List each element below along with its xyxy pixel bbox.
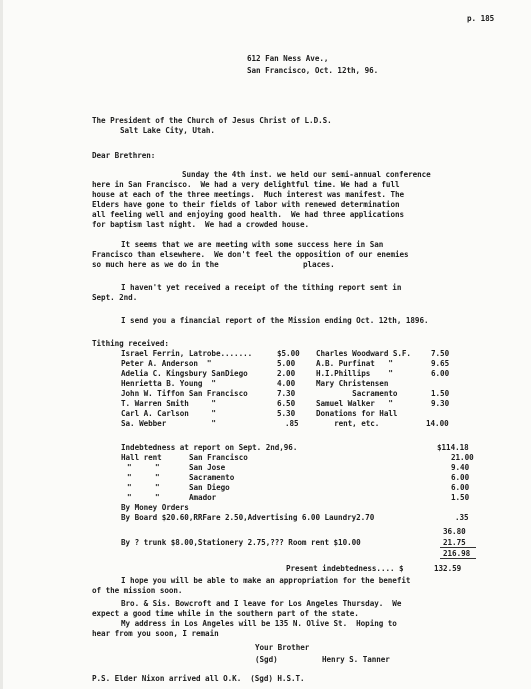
tithing-right-amount-5: 1.50 [431, 389, 450, 398]
tithing-left-amount-2: 5.00 [277, 359, 296, 368]
tithing-right-name-7: Donations for Hall [316, 409, 398, 418]
tithing-right-name-5: Sacramento [316, 389, 398, 398]
scan-edge [0, 0, 3, 689]
p1-line-3: house at each of the three meetings. Much interest was manifest. The [92, 190, 405, 199]
p5-line-1: I hope you will be able to make an appropriation for the benefit [121, 576, 411, 585]
hall-rent-place-1: San Francisco [189, 453, 248, 462]
tithing-left-name-1: Israel Ferrin, Latrobe....... [121, 349, 253, 358]
tithing-left-name-4: Henrietta B. Young " [121, 379, 216, 388]
tithing-heading: Tithing received: [92, 339, 169, 348]
ditto-mark: " [155, 493, 160, 502]
p2-line-3b: places. [303, 260, 335, 269]
p2-line-1: It seems that we are meeting with some success here in San [121, 240, 384, 249]
tithing-left-name-8: Sa. Webber " [121, 419, 216, 428]
board-label: By Board $20.60,RRFare 2.50,Advertising 6.00 Laundry2.70 [121, 513, 375, 522]
indebtedness-reported-label: Indebtedness at report on Sept. 2nd,96. [121, 443, 298, 452]
postscript: P.S. Elder Nixon arrived all O.K. (Sgd) H.S.T. [92, 674, 305, 683]
ditto-mark: " [127, 483, 132, 492]
tithing-right-amount-8: 14.00 [426, 419, 449, 428]
tithing-right-amount-6: 9.30 [431, 399, 450, 408]
board-total: 36.80 [443, 527, 466, 536]
total-amount: 216.98 [443, 549, 471, 558]
tithing-left-amount-5: 7.30 [277, 389, 296, 398]
recipient-line-1: The President of the Church of Jesus Christ of L.D.S. [92, 116, 332, 125]
tithing-right-amount-3: 6.00 [431, 369, 450, 378]
p2-line-2: Francisco than elsewhere. We don't feel the opposition of our enemies [92, 250, 409, 259]
valediction: Your Brother [255, 643, 310, 652]
tithing-left-amount-4: 4.00 [277, 379, 296, 388]
hall-rent-amount-2: 9.40 [451, 463, 470, 472]
trunk-amount: 21.75 [443, 538, 466, 547]
p6-line-2: expect a good time while in the southern part of the state. [92, 609, 359, 618]
hall-rent-place-2: San Jose [189, 463, 226, 472]
p4-line: I send you a financial report of the Mission ending Oct. 12th, 1896. [121, 316, 429, 325]
hall-rent-amount-3: 6.00 [451, 473, 470, 482]
ditto-mark: " [155, 483, 160, 492]
tithing-left-name-3: Adelia C. Kingsbury SanDiego [121, 369, 248, 378]
return-address-street: 612 Fan Ness Ave., [247, 54, 329, 63]
p3-line-2: Sept. 2nd. [92, 293, 138, 302]
return-address-date: San Francisco, Oct. 12th, 96. [247, 66, 379, 75]
p1-line-2: here in San Francisco. We had a very delightful time. We had a full [92, 180, 400, 189]
tithing-right-name-1: Charles Woodward S.F. [316, 349, 411, 358]
tithing-right-amount-1: 7.50 [431, 349, 450, 358]
ditto-mark: " [127, 463, 132, 472]
p2-line-3a: so much here as we do in the [92, 260, 219, 269]
hall-rent-amount-1: 21.00 [451, 453, 474, 462]
tithing-right-name-8: rent, etc. [316, 419, 380, 428]
ditto-mark: " [127, 473, 132, 482]
hall-rent-place-5: Amador [189, 493, 217, 502]
tithing-right-name-6: Samuel Walker " [316, 399, 393, 408]
sum-rule [440, 558, 476, 559]
sgd-mark: (Sgd) [255, 655, 278, 664]
ditto-mark: " [155, 463, 160, 472]
money-orders-label: By Money Orders [121, 503, 189, 512]
hall-rent-amount-4: 6.00 [451, 483, 470, 492]
indebtedness-reported-amount: $114.18 [437, 443, 469, 452]
p7-line-2: hear from you soon, I remain [92, 629, 219, 638]
p3-line-1: I haven't yet received a receipt of the tithing report sent in [121, 283, 402, 292]
sum-rule [440, 547, 476, 548]
tithing-right-name-4: Mary Christensen [316, 379, 389, 388]
p1-line-6: for baptism last night. We had a crowded house. [92, 220, 310, 229]
recipient-line-2: Salt Lake City, Utah. [120, 126, 215, 135]
hall-rent-place-3: Sacramento [189, 473, 235, 482]
p6-line-1: Bro. & Sis. Bowcroft and I leave for Los Angeles Thursday. We [121, 599, 402, 608]
tithing-left-name-5: John W. Tiffon San Francisco [121, 389, 248, 398]
tithing-left-amount-6: 6.50 [277, 399, 296, 408]
present-indebtedness-label: Present indebtedness.... $ [286, 564, 404, 573]
money-orders-amount: .35 [455, 513, 469, 522]
p5-line-2: of the mission soon. [92, 586, 183, 595]
ditto-mark: " [155, 473, 160, 482]
hall-rent-label: Hall rent [121, 453, 162, 462]
signer-name: Henry S. Tanner [322, 655, 390, 664]
salutation: Dear Brethren: [92, 151, 156, 160]
present-indebtedness-amount: 132.59 [434, 564, 462, 573]
tithing-left-name-7: Carl A. Carlson " [121, 409, 216, 418]
hall-rent-place-4: San Diego [189, 483, 230, 492]
tithing-right-name-3: H.I.Phillips " [316, 369, 393, 378]
tithing-left-amount-8: .85 [285, 419, 299, 428]
tithing-left-name-2: Peter A. Anderson " [121, 359, 212, 368]
page-number: p. 185 [467, 14, 495, 23]
tithing-left-name-6: T. Warren Smith " [121, 399, 216, 408]
p7-line-1: My address in Los Angeles will be 135 N. Olive St. Hoping to [121, 619, 397, 628]
tithing-left-amount-3: 2.00 [277, 369, 296, 378]
tithing-left-amount-7: 5.30 [277, 409, 296, 418]
trunk-label: By ? trunk $8.00,Stationery 2.75,??? Room rent $10.00 [121, 538, 361, 547]
hall-rent-amount-5: 1.50 [451, 493, 470, 502]
p1-line-4: Elders have gone to their fields of labor with renewed determination [92, 200, 400, 209]
tithing-left-amount-1: $5.00 [277, 349, 300, 358]
ditto-mark: " [127, 493, 132, 502]
tithing-right-amount-2: 9.65 [431, 359, 450, 368]
p1-line-5: all feeling well and enjoying good health. We had three applications [92, 210, 405, 219]
tithing-right-name-2: A.B. Purfinat " [316, 359, 393, 368]
p1-line-1: Sunday the 4th inst. we held our semi-annual conference [182, 170, 431, 179]
